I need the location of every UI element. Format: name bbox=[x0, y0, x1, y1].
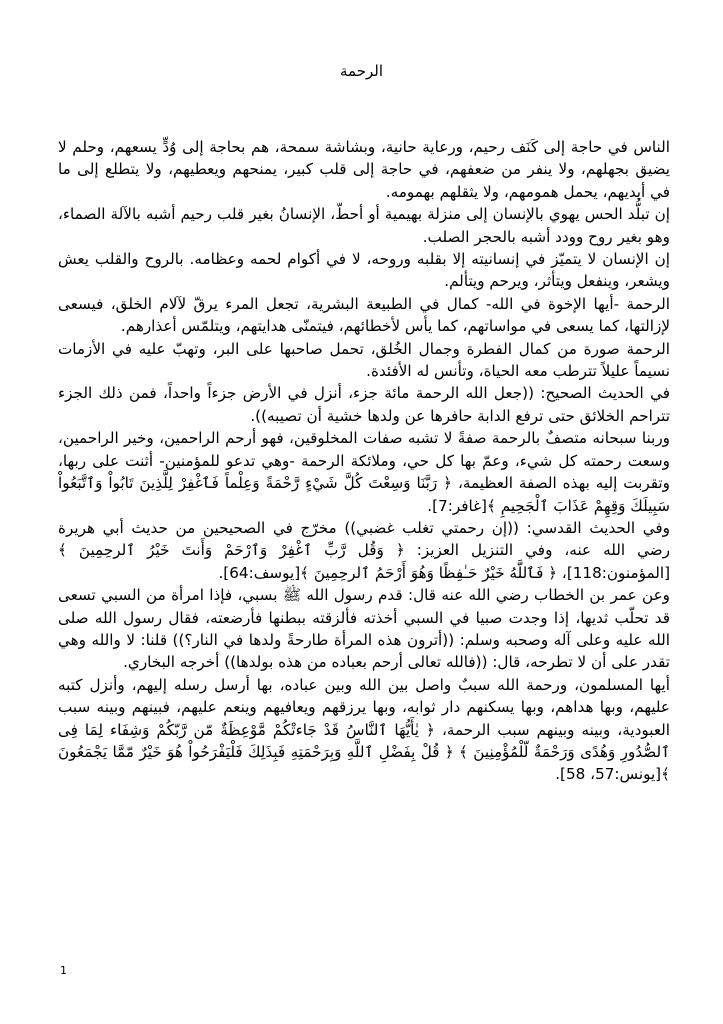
paragraph: وعن عمر بن الخطاب رضي الله عنه قال: قدم رسول الله ﷺ بسبي، فإذا امرأة من السبي تسعى قد تحلّب ثديها، إذا وجدت صبيا في السبي أخذته فألزقته ببطنها فأرضعته، فقال رسول الله صلى الله عليه وعلى آله وصحبه وسلم: ((أترون هذه المرأة طارحةً ولدها في النار؟)) قلنا: لا والله وهي تقدر على أن لا تطرحه، قال: ((فالله تعالى أرحم بعباده من هذه بولدها)) أخرجه البخاري. bbox=[58, 586, 670, 672]
page-number: 1 bbox=[60, 964, 67, 977]
paragraph: إن الإنسان لا يتميّز في إنسانيته إلا بقلبه وروحه، لا في أكوام لحمه وعظامه. بالروح والقلب يعش ويشعر، وينفعل ويتأثر، ويرحم ويتألم. bbox=[58, 250, 670, 291]
paragraph: وربنا سبحانه متصفٌ بالرحمة صفةً لا تشبه صفات المخلوقين، فهو أرحم الراحمين، وخير الراحمين، وسعت رحمته كل شيء، وعمّ بها كل حي، وملائكة الرحمة -وهي تدعو للمؤمنين- أثنت على ربها، وتقربت إليه بهذه الصفة العظيمة، ﴿ رَبَّنَا وَسِعْتَ كُلَّ شَيْءٍ رَّحْمَةً وَعِلْماً فَٱغْفِرْ لِلَّذِينَ تَابُواْ وَٱتَّبَعُواْ سَبِيلَكَ وَقِهِمْ عَذَابَ ٱلْجَحِيمِ ﴾[غافر:7]. bbox=[58, 429, 670, 515]
paragraph: وفي الحديث القدسي: ((إن رحمتي تغلب غضبي)) مخرّج في الصحيحين من حديث أبي هريرة رضي الله عنه، وفي التنزيل العزيز: ﴿ وَقُل رَّبِّ ٱغْفِرْ وَٱرْحَمْ وَأَنتَ خَيْرُ ٱلرحِمِينَ ﴾[المؤمنون:118]، ﴿ فَٱللَّهُ خَيْرٌ حَـٰفِظًا وَهُوَ أَرْحَمُ ٱلرحِمِينَ ﴾[يوسف:64]. bbox=[58, 518, 670, 582]
paragraph: في الحديث الصحيح: ((جعل الله الرحمة مائة جزء، أنزل في الأرض جزءاً واحداً، فمن ذلك الجزء تتراحم الخلائق حتى ترفع الدابة حافرها عن ولدها خشية أن تصيبه)). bbox=[58, 384, 670, 425]
paragraph: أيها المسلمون، ورحمة الله سببٌ واصل بين الله وبين عباده، بها أرسل رسله إليهم، وأنزل كتبه عليهم، وبها هداهم، وبها يسكنهم دار ثوابه، وبها يرزقهم ويعافيهم وينعم عليهم، فبينهم وبينه سبب العبودية، وبينه وبينهم سبب الرحمة، ﴿ يٰأَيُّهَا ٱلنَّاسُ قَدْ جَاءتْكُمْ مَّوْعِظَةٌ مّن رَّبّكُمْ وَشِفَاء لِمَا فِى ٱلصُّدُورِ وَهُدًى وَرَحْمَةٌ لّلْمُؤْمِنِينَ ﴾ ﴿ قُلْ بِفَضْلِ ٱللَّهِ وَبِرَحْمَتِهِ فَبِذَلِكَ فَلْيَفْرَحُواْ هُوَ خَيْرٌ مّمَّا يَجْمَعُونَ ﴾[يونس:57، 58]. bbox=[58, 675, 670, 784]
paragraph: إن تبلُّد الحس يهوي بالإنسان إلى منزلة بهيمية أو أحطّ، الإنسانُ بغير قلب رحيم أشبه بالآلة الصماء، وهو بغير روح وودد أشبه بالحجر الصلب. bbox=[58, 205, 670, 246]
paragraph: الرحمة صورة من كمال الفطرة وجمال الخُلق، تحمل صاحبها على البر، وتهبّ عليه في الأزمات نسيماً عليلاً تترطب معه الحياة، وتأنس له الأفئدة. bbox=[58, 339, 670, 381]
paragraph: الناس في حاجة إلى كَنَف رحيم، ورعاية حانية، وبشاشة سمحة، هم بحاجة إلى وُدٍّ يسعهم، وحلم لا يضيق بجهلهم، ولا ينفر من ضعفهم، في حاجة إلى قلب كبير، يمنحهم ويعطيهم، ولا يتطلع إلى ما في أيديهم، يحمل همومهم، ولا يثقلهم بهمومه. bbox=[58, 138, 670, 201]
document-body bbox=[58, 136, 670, 786]
page-title: الرحمة bbox=[339, 62, 383, 80]
paragraph: الرحمة -أيها الإخوة في الله- كمال في الطبيعة البشرية، تجعل المرء يرقّ لآلام الخلق، فيسعى لإزالتها، كما يسعى في مواساتهم، كما يأس لأخطائهم، فيتمنّى هدايتهم، ويتلمّس أعذارهم. bbox=[58, 294, 670, 336]
